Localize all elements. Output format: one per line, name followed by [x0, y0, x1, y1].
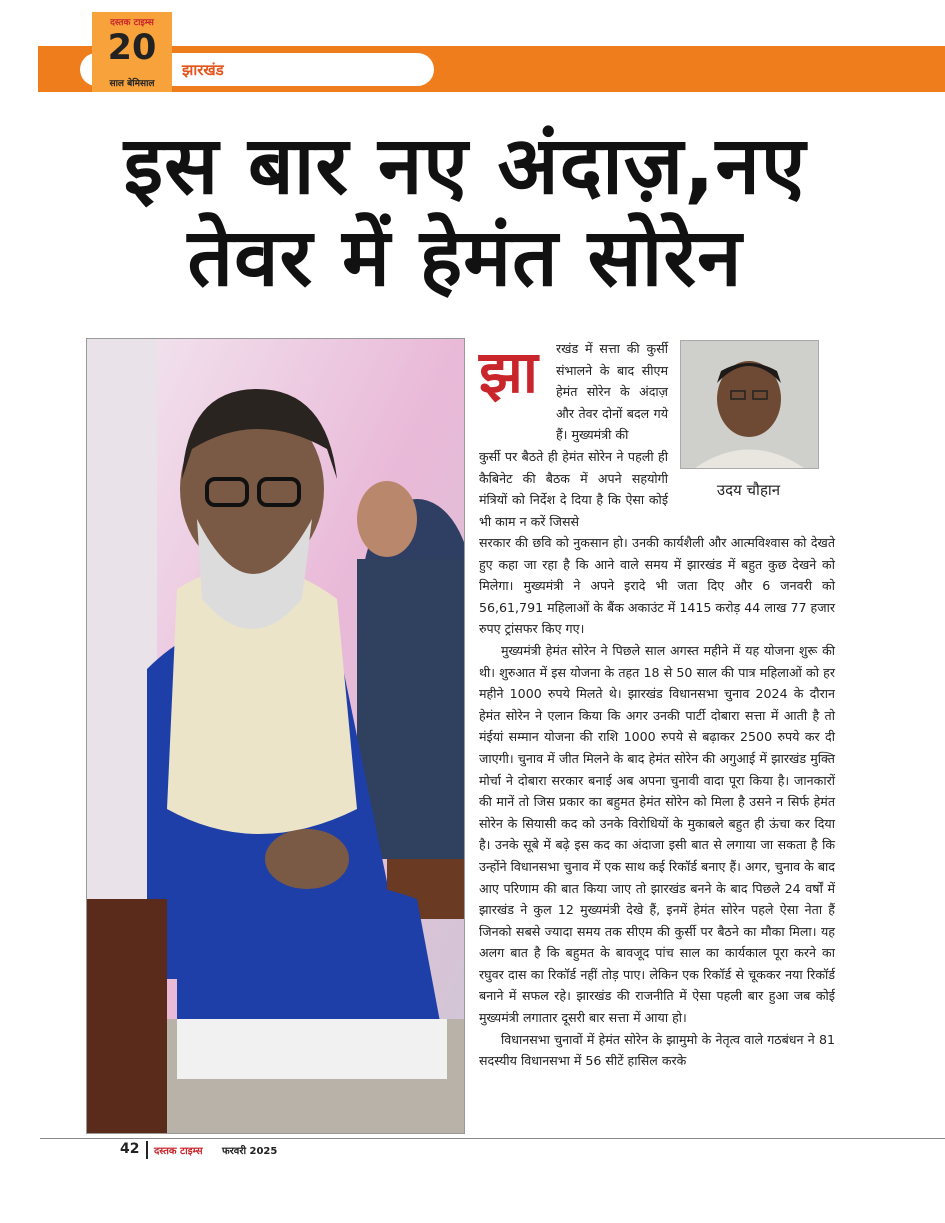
portrait-illustration — [87, 339, 464, 1133]
author-illustration — [681, 341, 818, 468]
headline-line-1: इस बार नए अंदाज़,नए — [123, 119, 807, 212]
footer-rule — [40, 1138, 945, 1139]
footer-brand: दस्तक टाइम्स — [154, 1146, 203, 1157]
section-label: झारखंड — [182, 61, 224, 79]
footer-date: फरवरी 2025 — [222, 1146, 278, 1157]
drop-cap: झा — [479, 338, 538, 406]
article-paragraph-1: सरकार की छवि को नुकसान हो। उनकी कार्यशैली और आत्मविश्वास को देखते हुए कहा जा रहा है कि आने वाले समय में झारखंड में बहुत कुछ देखने को मिलेगा। मुख्यमंत्री ने अपने इरादे भी जता दिए और 6 जनवरी को 56,61,791 महिलाओं के बैंक अकाउंट में 1415 करोड़ 44 लाख 77 हजार रुपए ट्रांसफर किए गए। — [479, 535, 835, 637]
anniversary-number: 20 — [107, 28, 157, 68]
author-name: उदय चौहान — [716, 481, 781, 499]
headline-line-2: तेवर में हेमंत सोरेन — [187, 211, 743, 304]
article-paragraph-3: विधानसभा चुनावों में हेमंत सोरेन के झामुमो के नेतृत्व वाले गठबंधन ने 81 सदस्यीय विधानसभा में 56 सीटें हासिल करके — [479, 1031, 835, 1069]
article-body — [479, 532, 835, 1072]
footer-separator — [146, 1141, 148, 1159]
headline — [60, 120, 870, 304]
logo-brand: दस्तक टाइम्स — [110, 18, 154, 28]
anniversary-logo — [92, 12, 172, 92]
page-number: 42 — [120, 1141, 140, 1157]
article-paragraph-2: मुख्यमंत्री हेमंत सोरेन ने पिछले साल अगस्त महीने में यह योजना शुरू की थी। शुरुआत में इस योजना के तहत 18 से 50 साल की पात्र महिलाओं को हर महीने 1000 रुपये मिलते थे। झारखंड विधानसभा चुनाव 2024 के दौरान हेमंत सोरेन ने एलान किया कि अगर उनकी पार्टी दोबारा सत्ता में आती है तो मंईयां सम्मान योजना की राशि 1000 रुपये से बढ़ाकर 2500 रुपये कर दी जाएगी। चुनाव में जीत मिलने के बाद हेमंत सोरेन की अगुआई में झारखंड मुक्ति मोर्चा ने दोबारा सरकार बनाई अब अपना चुनावी वादा पूरा किया है। जानकारों की मानें तो जिस प्रकार का बहुमत हेमंत सोरेन को मिला है उसने न सिर्फ हेमंत सोरेन के सियासी कद को उनके विरोधियों के मुकाबले बहुत ही ऊंचा कर दिया है। उनके सूबे में बढ़े इस कद का अंदाजा इसी बात से लगाया जा सकता है कि उन्होंने विधानसभा चुनाव में एक साथ कई रिकॉर्ड बनाए हैं। अगर, चुनाव के बाद आए परिणाम की बात किया जाए तो झारखंड बनने के बाद पिछले 24 वर्षों में झारखंड ने कुल 12 मुख्यमंत्री देखे हैं, इनमें हेमंत सोरेन पहले ऐसा नेता हैं जिनको सबसे ज्यादा समय तक सीएम की कुर्सी पर बैठने का मौका मिला। यह अलग बात है कि बहुमत के बावजूद पांच साल का कार्यकाल पूरा करने का रघुवर दास का रिकॉर्ड नहीं तोड़ पाए। लेकिन एक रिकॉर्ड से चूककर नया रिकॉर्ड बनाने में सफल रहे। झारखंड की राजनीति में ऐसा पहली बार हुआ जब कोई मुख्यमंत्री लगातार दूसरी बार सत्ता में आया हो। — [479, 642, 835, 1026]
main-photo — [86, 338, 465, 1134]
article-text-col-b: कुर्सी पर बैठते ही हेमंत सोरेन ने पहली ही कैबिनेट की बैठक में अपने सहयोगी मंत्रियों को निर्देश दे दिया है कि ऐसा कोई भी काम न करें जिससे — [479, 449, 668, 529]
article-text-col-a: रखंड में सत्ता की कुर्सी संभालने के बाद सीएम हेमंत सोरेन के अंदाज़ और तेवर दोनों बदल गये हैं। मुख्यमंत्री की — [556, 341, 668, 443]
anniversary-text: साल बेमिसाल — [109, 79, 155, 89]
author-photo — [680, 340, 819, 469]
